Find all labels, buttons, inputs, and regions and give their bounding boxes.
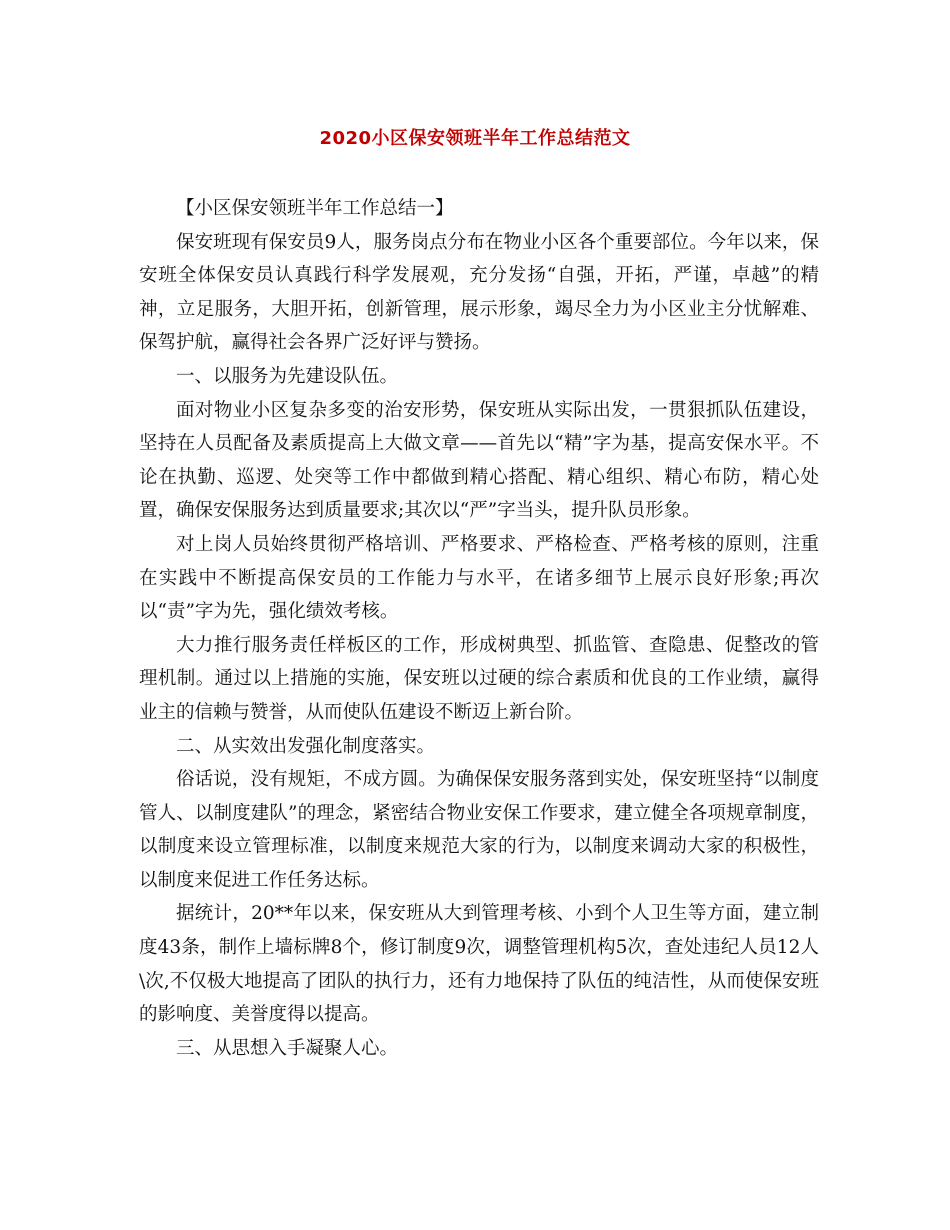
subheading: 一、以服务为先建设队伍。 (176, 365, 399, 387)
subheading: 二、从实效出发强化制度落实。 (176, 735, 436, 757)
paragraph: 面对物业小区复杂多变的治安形势，保安班从实际出发，一贯狠抓队伍建设，坚持在人员配备及素质提高上大做文章——首先以“精”字为基，提高安保水平。不论在执勤、巡逻、处突等工作中都做到精心搭配、精心组织、精心布防，精心处置，确保安保服务达到质量要求;其次以“严”字当头，提升队员形象。 (139, 399, 819, 522)
paragraph: 保安班现有保安员9人，服务岗点分布在物业小区各个重要部位。今年以来，保安班全体保安员认真践行科学发展观，充分发扬“自强，开拓，严谨，卓越”的精神，立足服务，大胆开拓，创新管理，展示形象，竭尽全力为小区业主分忧解难、保驾护航，赢得社会各界广泛好评与赞扬。 (139, 231, 819, 354)
paragraph: 俗话说，没有规矩，不成方圆。为确保保安服务落到实处，保安班坚持“以制度管人、以制度建队”的理念，紧密结合物业安保工作要求，建立健全各项规章制度，以制度来设立管理标准，以制度来规范大家的行为，以制度来调动大家的积极性，以制度来促进工作任务达标。 (139, 769, 819, 891)
subheading: 三、从思想入手凝聚人心。 (176, 1037, 399, 1059)
paragraph: 对上岗人员始终贯彻严格培训、严格要求、严格检查、严格考核的原则，注重在实践中不断提高保安员的工作能力与水平，在诸多细节上展示良好形象;再次以“责”字为先，强化绩效考核。 (139, 533, 819, 623)
section-heading: 【小区保安领班半年工作总结一】 (176, 198, 454, 219)
document-title: 2020小区保安领班半年工作总结范文 (319, 128, 631, 149)
document-body (139, 192, 819, 1065)
paragraph: 据统计，20**年以来，保安班从大到管理考核、小到个人卫生等方面，建立制度43条，制作上墙标牌8个，修订制度9次，调整管理机构5次，查处违纪人员12人\次,不仅极大地提高了团队的执行力，还有力地保持了队伍的纯洁性，从而使保安班的影响度、美誉度得以提高。 (139, 903, 819, 1026)
paragraph: 大力推行服务责任样板区的工作，形成树典型、抓监管、查隐患、促整改的管理机制。通过以上措施的实施，保安班以过硬的综合素质和优良的工作业绩，赢得业主的信赖与赞誉，从而使队伍建设不断迈上新台阶。 (139, 634, 819, 723)
